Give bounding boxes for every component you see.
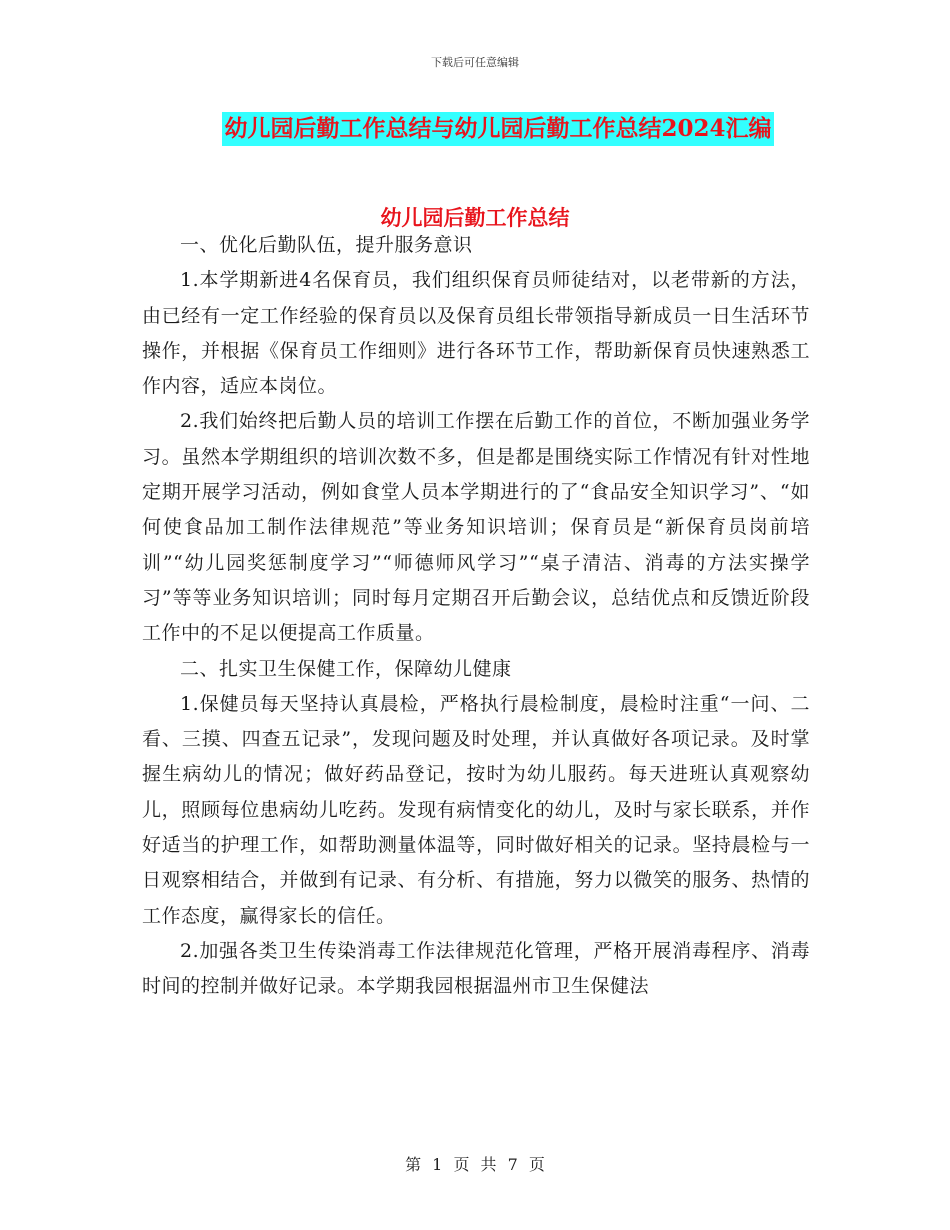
section-title: 幼儿园后勤工作总结 [380, 205, 570, 230]
header-note: 下载后可任意编辑 [431, 56, 519, 69]
heading-1: 一、优化后勤队伍，提升服务意识 [180, 234, 473, 256]
document-title: 幼儿园后勤工作总结与幼儿园后勤工作总结2024汇编 [222, 112, 773, 146]
paragraph: 2.我们始终把后勤人员的培训工作摆在后勤工作的首位，不断加强业务学习。虽然本学期组织的培训次数不多，但是都是围绕实际工作情况有针对性地定期开展学习活动，例如食堂人员本学期进行的了“食品安全知识学习”、“如何使食品加工制作法律规范”等业务知识培训；保育员是“新保育员岗前培训”“幼儿园奖惩制度学习”“师德师风学习”“桌子清洁、消毒的方法实操学习”等等业务知识培训；同时每月定期召开后勤会议，总结优点和反馈近阶段工作中的不足以便提高工作质量。 [142, 410, 810, 645]
paragraph: 2.加强各类卫生传染消毒工作法律规范化管理，严格开展消毒程序、消毒时间的控制并做好记录。本学期我园根据温州市卫生保健法 [142, 939, 810, 998]
paragraph: 1.本学期新进4名保育员，我们组织保育员师徒结对，以老带新的方法，由已经有一定工作经验的保育员以及保育员组长带领指导新成员一日生活环节操作，并根据《保育员工作细则》进行各环节工作，帮助新保育员快速熟悉工作内容，适应本岗位。 [142, 269, 810, 398]
heading-2: 二、扎实卫生保健工作，保障幼儿健康 [180, 657, 512, 680]
page-footer: 第 1 页 共 7 页 [405, 1155, 545, 1174]
document-body [142, 228, 810, 1005]
document-title-container [0, 112, 950, 146]
paragraph: 1.保健员每天坚持认真晨检，严格执行晨检制度，晨检时注重“一问、二看、三摸、四查五记录”，发现问题及时处理，并认真做好各项记录。及时掌握生病幼儿的情况；做好药品登记，按时为幼儿服药。每天进班认真观察幼儿，照顾每位患病幼儿吃药。发现有病情变化的幼儿，及时与家长联系，并作好适当的护理工作，如帮助测量体温等，同时做好相关的记录。坚持晨检与一日观察相结合，并做到有记录、有分析、有措施，努力以微笑的服务、热情的工作态度，赢得家长的信任。 [142, 692, 810, 927]
